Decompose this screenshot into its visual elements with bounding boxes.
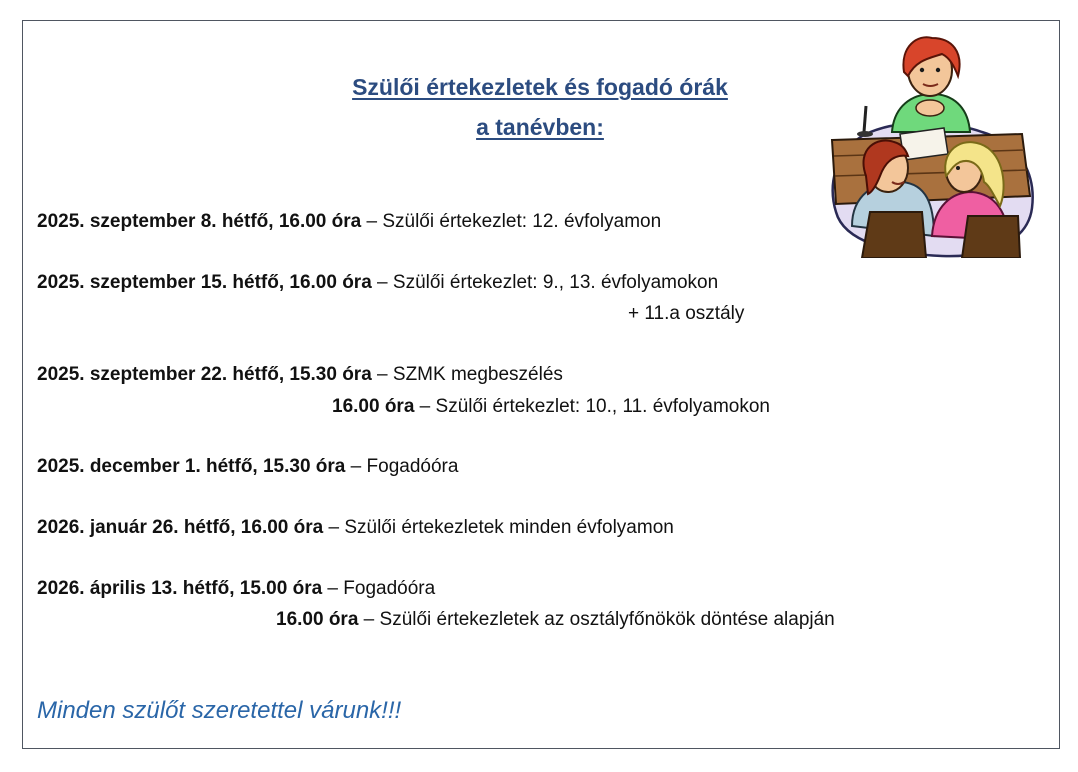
teacher-parent-meeting-illustration <box>822 36 1042 258</box>
event-extra: + 11.a osztály <box>628 303 745 324</box>
event-date: 2025. december 1. hétfő, 15.30 óra <box>37 456 346 477</box>
event-sub-row <box>276 608 835 632</box>
event-row <box>37 271 718 295</box>
event-description: – Szülői értekezlet: 12. évfolyamon <box>361 211 662 232</box>
event-row <box>37 577 435 601</box>
event-description: – Szülői értekezlet: 9., 13. évfolyamokon <box>371 272 719 293</box>
page-title-line-1: Szülői értekezletek és fogadó órák <box>352 74 728 100</box>
event-row <box>37 210 661 234</box>
event-date: 2025. szeptember 22. hétfő, 15.30 óra <box>37 364 372 385</box>
event-row <box>37 455 458 479</box>
event-row <box>37 516 674 540</box>
event-sub-row <box>332 395 770 419</box>
event-date: 2026. április 13. hétfő, 15.00 óra <box>37 578 323 599</box>
event-row <box>37 363 563 387</box>
event-description: – Fogadóóra <box>345 456 459 477</box>
event-description: – Szülői értekezletek minden évfolyamon <box>323 517 674 538</box>
event-sub-time: 16.00 óra <box>276 609 359 630</box>
closing-message: Minden szülőt szeretettel várunk!!! <box>37 697 402 724</box>
event-date: 2026. január 26. hétfő, 16.00 óra <box>37 517 324 538</box>
event-description: – Fogadóóra <box>322 578 436 599</box>
event-date: 2025. szeptember 8. hétfő, 16.00 óra <box>37 211 362 232</box>
event-sub-description: – Szülői értekezletek az osztályfőnökök döntése alapján <box>358 609 835 630</box>
event-sub-time: 16.00 óra <box>332 396 415 417</box>
page-title-line-2: a tanévben: <box>476 114 604 140</box>
event-sub-description: – Szülői értekezlet: 10., 11. évfolyamokon <box>414 396 770 417</box>
event-description: – SZMK megbeszélés <box>371 364 563 385</box>
event-date: 2025. szeptember 15. hétfő, 16.00 óra <box>37 272 372 293</box>
event-extra-line <box>628 302 744 326</box>
